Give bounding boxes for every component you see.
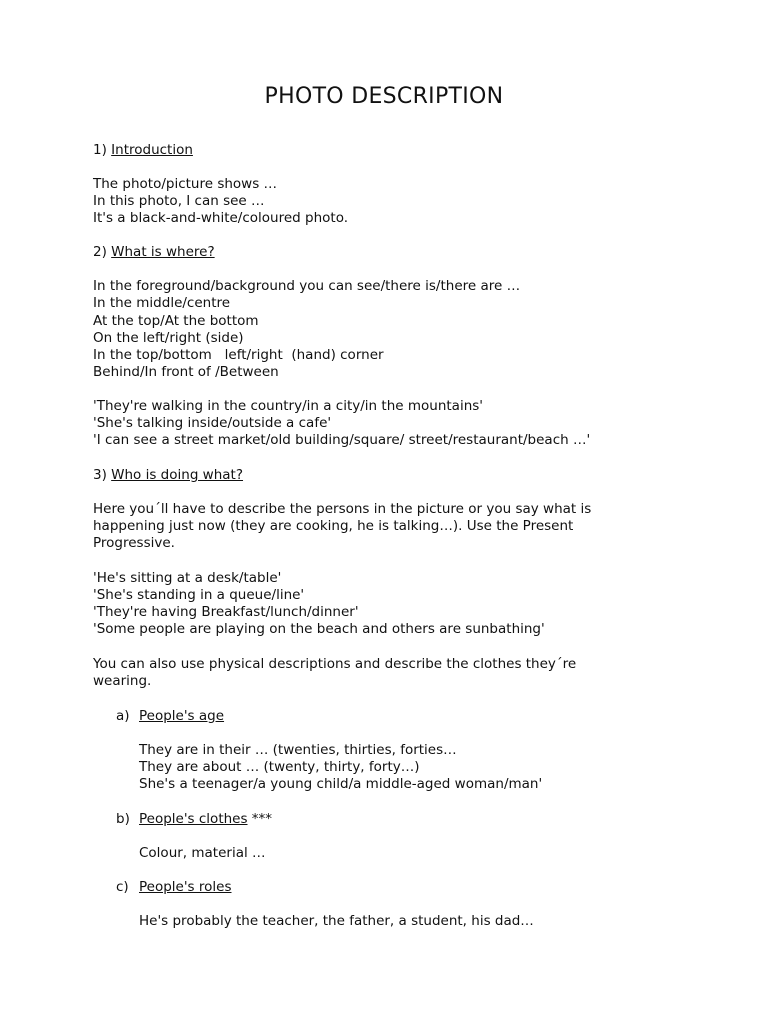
subsection-heading-clothes [139, 811, 272, 828]
subsection-title: People's roles [139, 879, 232, 895]
section-number: 3) [93, 467, 107, 483]
paragraph-line: Here you´ll have to describe the persons in the picture or you say what is [93, 501, 592, 517]
section-title: Introduction [111, 142, 193, 158]
subsection-label: c) [116, 879, 129, 895]
paragraph-line: Progressive. [93, 535, 175, 551]
section-heading-who-is-doing-what [93, 467, 243, 484]
text-line: They are in their … (twenties, thirties, forties… [139, 742, 457, 758]
subsection-title: People's clothes [139, 811, 248, 827]
text-line: Behind/In front of /Between [93, 364, 279, 380]
text-line: In this photo, I can see … [93, 193, 265, 209]
paragraph-line: You can also use physical descriptions and describe the clothes they´re [93, 656, 577, 672]
paragraph-line: happening just now (they are cooking, he is talking…). Use the Present [93, 518, 574, 534]
example-line: 'They're walking in the country/in a city/in the mountains' [93, 398, 483, 414]
subsection-suffix: *** [247, 811, 273, 827]
section-title: What is where? [111, 244, 215, 260]
text-line: It's a black-and-white/coloured photo. [93, 210, 349, 226]
subsection-heading-roles [139, 879, 232, 896]
subsection-label: b) [116, 811, 130, 827]
example-line: 'I can see a street market/old building/square/ street/restaurant/beach …' [93, 432, 591, 448]
example-line: 'Some people are playing on the beach and others are sunbathing' [93, 621, 545, 637]
section-number: 2) [93, 244, 107, 260]
text-line: On the left/right (side) [93, 330, 244, 346]
text-line: They are about … (twenty, thirty, forty…) [139, 759, 420, 775]
page-title: PHOTO DESCRIPTION [264, 84, 504, 109]
text-line: At the top/At the bottom [93, 313, 259, 329]
text-line: In the middle/centre [93, 295, 231, 311]
example-line: 'They're having Breakfast/lunch/dinner' [93, 604, 359, 620]
example-line: 'He's sitting at a desk/table' [93, 570, 282, 586]
text-line: In the top/bottom left/right (hand) corner [93, 347, 384, 363]
section-number: 1) [93, 142, 107, 158]
text-line: She's a teenager/a young child/a middle-aged woman/man' [139, 776, 543, 792]
text-line: The photo/picture shows … [93, 176, 278, 192]
section-heading-introduction [93, 142, 193, 159]
subsection-label: a) [116, 708, 130, 724]
example-line: 'She's standing in a queue/line' [93, 587, 305, 603]
section-title: Who is doing what? [111, 467, 244, 483]
example-line: 'She's talking inside/outside a cafe' [93, 415, 332, 431]
text-line: In the foreground/background you can see/there is/there are … [93, 278, 521, 294]
text-line: Colour, material … [139, 845, 266, 861]
section-heading-what-is-where [93, 244, 215, 261]
subsection-title: People's age [139, 708, 225, 724]
subsection-heading-age [139, 708, 224, 725]
text-line: He's probably the teacher, the father, a student, his dad… [139, 913, 534, 929]
paragraph-line: wearing. [93, 673, 152, 689]
